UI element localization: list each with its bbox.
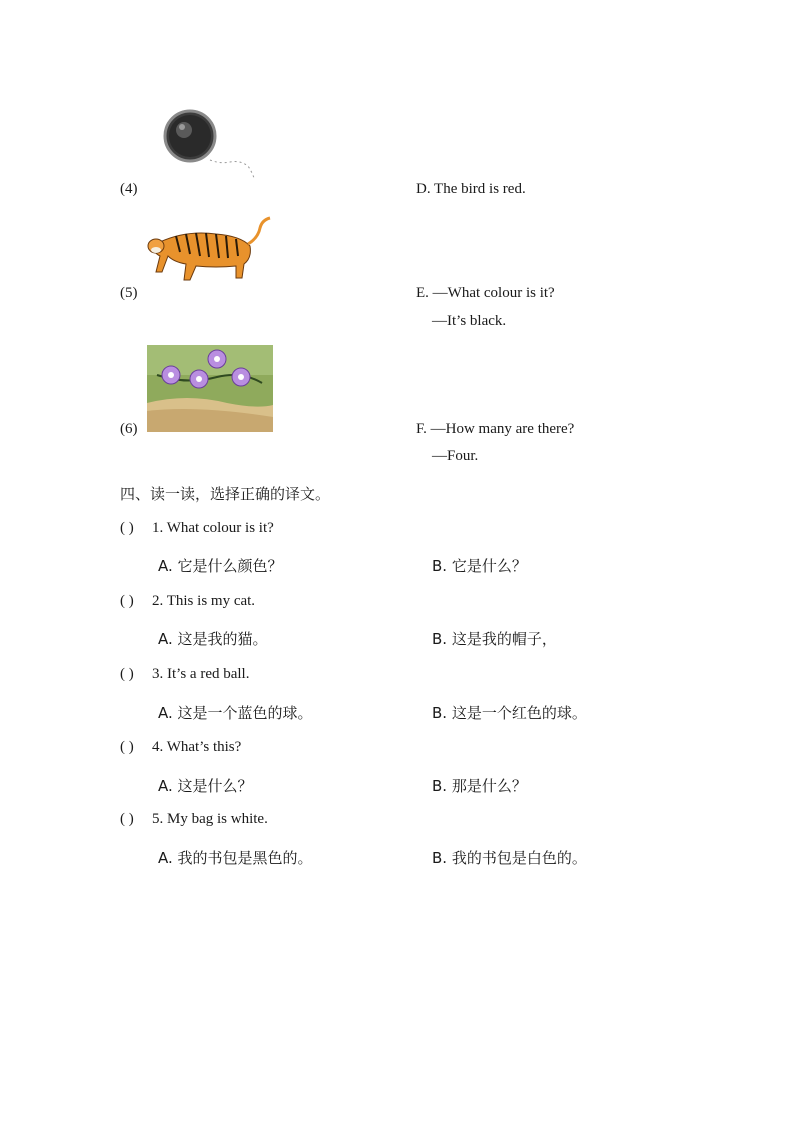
item-number-6: (6) <box>120 421 138 437</box>
section-title: 四、读一读，选择正确的译文。 <box>120 485 331 503</box>
tiger-picture <box>146 212 274 284</box>
answer-paren[interactable]: ( ) <box>120 811 134 827</box>
question-text: 3. It’s a red ball. <box>152 666 250 682</box>
option-b: B. 它是什么？ <box>432 557 527 575</box>
item-number-4: (4) <box>120 181 138 197</box>
question-text: 4. What’s this? <box>152 739 242 755</box>
answer-d: D. The bird is red. <box>416 181 526 197</box>
question-text: 2. This is my cat. <box>152 593 256 609</box>
black-ball-picture <box>160 108 260 184</box>
option-b: B. 这是一个红色的球。 <box>432 704 587 722</box>
option-a: A. 我的书包是黑色的。 <box>158 849 313 867</box>
answer-paren[interactable]: ( ) <box>120 593 134 609</box>
option-b: B. 这是我的帽子， <box>432 630 557 648</box>
answer-e-line1: E. —What colour is it? <box>416 285 555 301</box>
option-b: B. 那是什么？ <box>432 777 527 795</box>
question-text: 5. My bag is white. <box>152 811 268 827</box>
option-a: A. 这是我的猫。 <box>158 630 268 648</box>
answer-paren[interactable]: ( ) <box>120 666 134 682</box>
answer-f-line1: F. —How many are there? <box>416 421 575 437</box>
item-number-5: (5) <box>120 285 138 301</box>
option-b: B. 我的书包是白色的。 <box>432 849 587 867</box>
answer-f-line2: —Four. <box>432 448 479 464</box>
flowers-picture <box>147 345 273 432</box>
answer-paren[interactable]: ( ) <box>120 520 134 536</box>
question-text: 1. What colour is it? <box>152 520 274 536</box>
answer-paren[interactable]: ( ) <box>120 739 134 755</box>
option-a: A. 它是什么颜色？ <box>158 557 283 575</box>
option-a: A. 这是什么？ <box>158 777 253 795</box>
answer-e-line2: —It’s black. <box>432 313 507 329</box>
option-a: A. 这是一个蓝色的球。 <box>158 704 313 722</box>
